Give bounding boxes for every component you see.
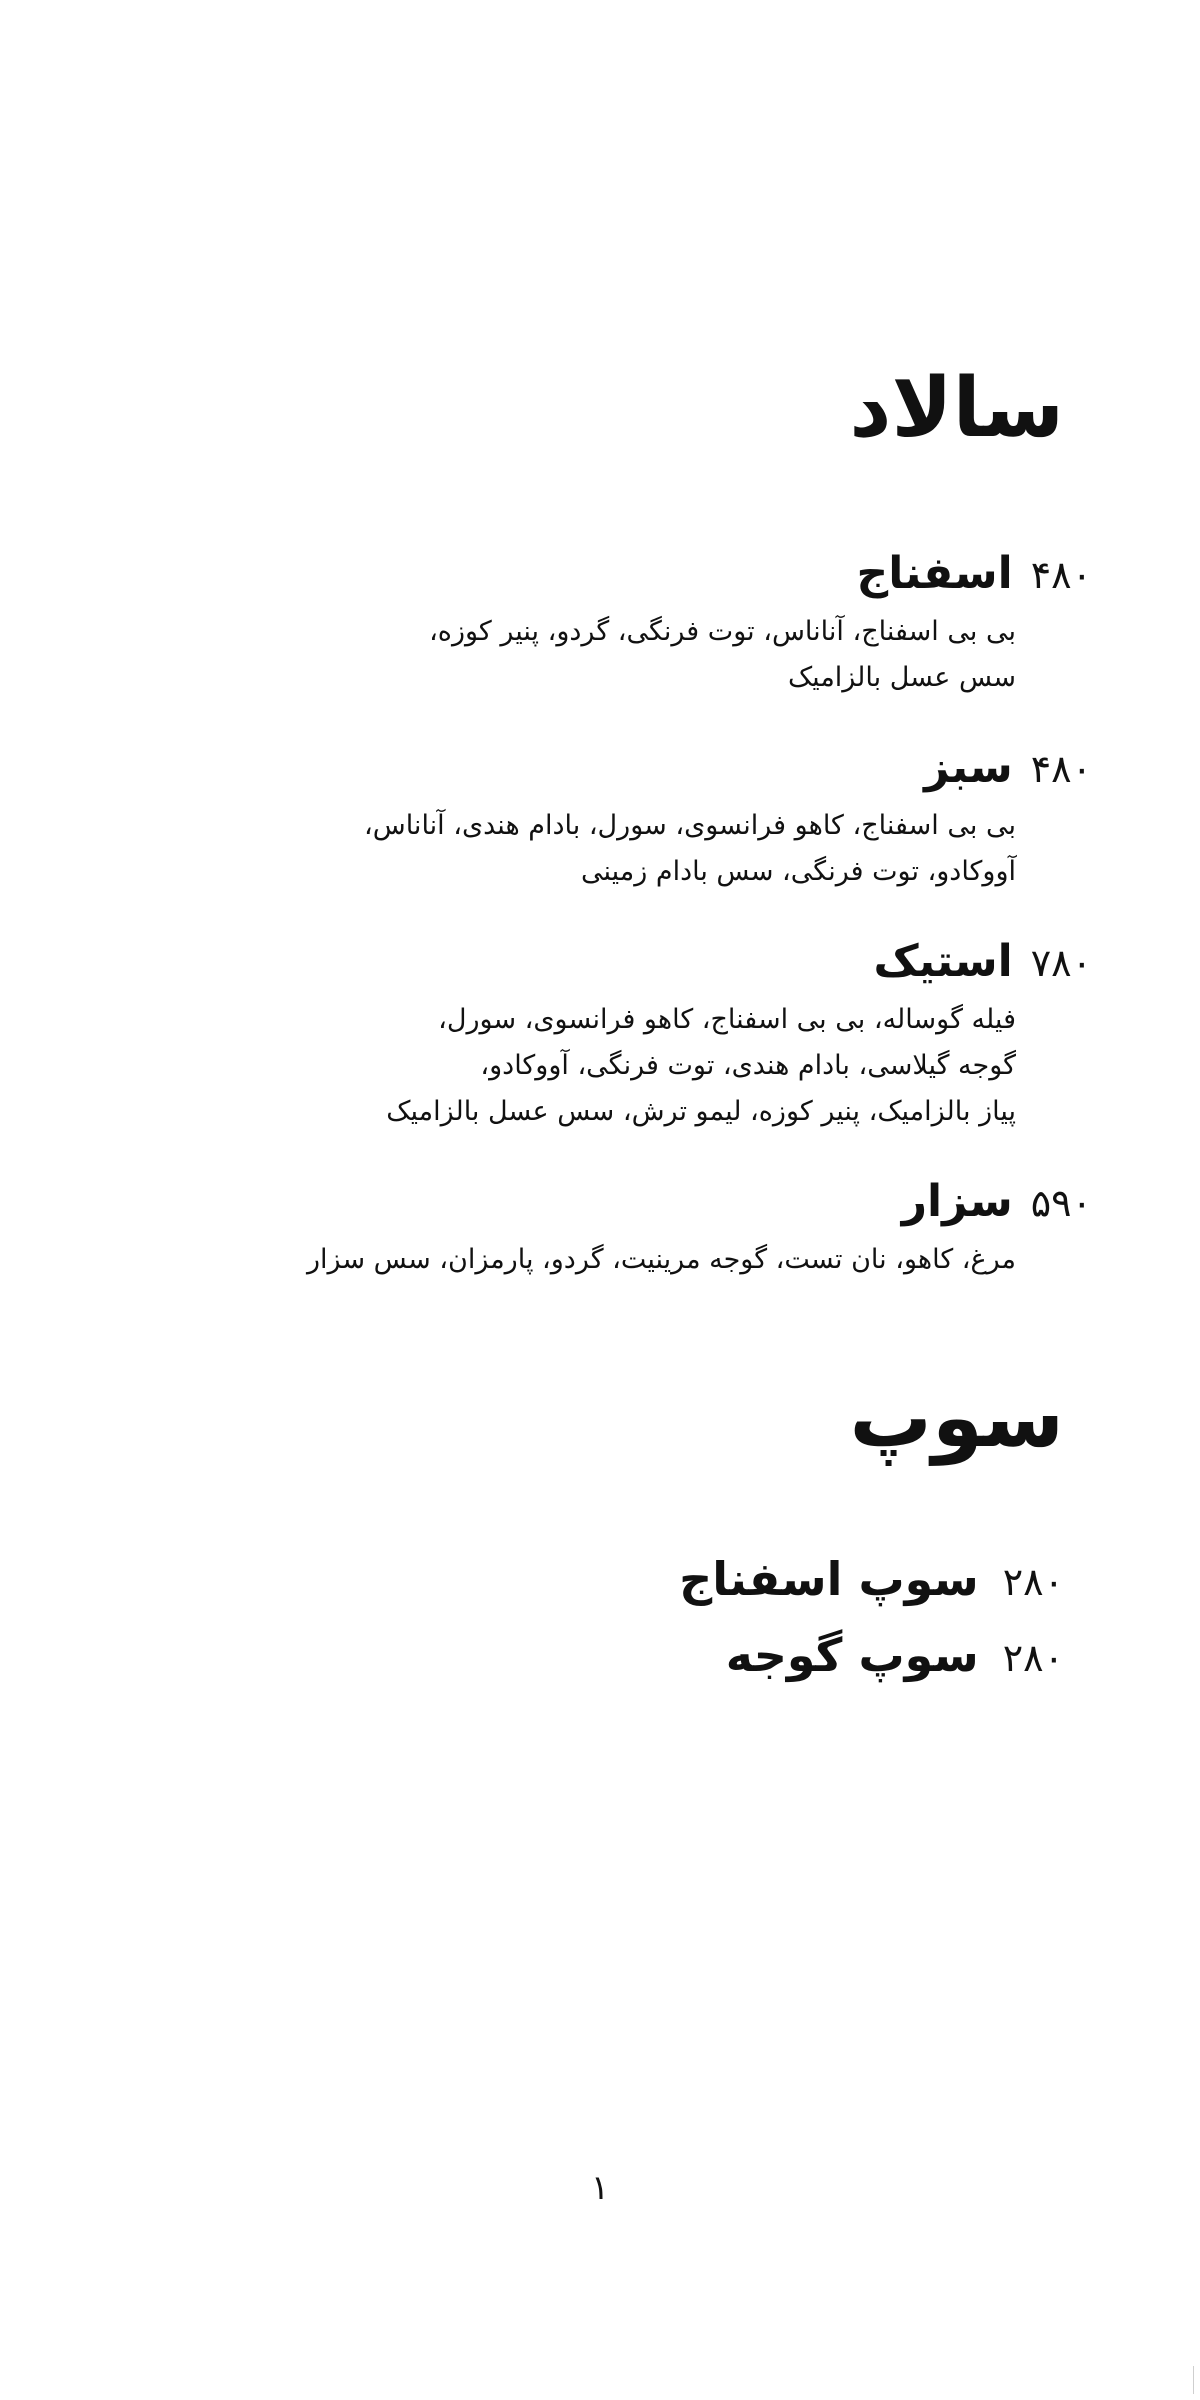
menu-item-spinach-soup <box>679 1552 1064 1606</box>
menu-item-spinach-salad <box>232 548 1092 701</box>
item-description-line: مرغ، کاهو، نان تست، گوجه مرینیت، گردو، پارمزان، سس سزار <box>307 1244 1016 1275</box>
item-price: ۲۸۰ <box>1002 1636 1064 1680</box>
item-name: اسفناج <box>856 548 1013 599</box>
item-name: سوپ گوجه <box>725 1628 979 1682</box>
item-name: استیک <box>873 936 1013 987</box>
menu-item-steak-salad <box>232 936 1092 1135</box>
item-description-line: بی بی اسفناج، کاهو فرانسوی، سورل، بادام هندی، آناناس، <box>364 810 1016 841</box>
item-description-line: بی بی اسفناج، آناناس، توت فرنگی، گردو، پنیر کوزه، <box>429 616 1016 647</box>
item-name: سبز <box>924 742 1013 793</box>
item-description-line: سس عسل بالزامیک <box>788 662 1016 693</box>
section-title-soup: سوپ <box>849 1371 1064 1466</box>
section-title-salad: سالاد <box>849 361 1064 456</box>
item-name: سوپ اسفناج <box>679 1552 979 1606</box>
item-price: ۲۸۰ <box>1002 1560 1064 1604</box>
item-description-line: فیله گوساله، بی بی اسفناج، کاهو فرانسوی، سورل، <box>438 1004 1016 1035</box>
item-description <box>232 609 1016 701</box>
item-description-line: گوجه گیلاسی، بادام هندی، توت فرنگی، آووکادو، <box>480 1050 1016 1081</box>
item-description-line: آووکادو، توت فرنگی، سس بادام زمینی <box>580 856 1016 887</box>
item-description <box>232 1237 1016 1283</box>
menu-item-green-salad <box>232 742 1092 895</box>
item-price: ۷۸۰ <box>1030 941 1092 985</box>
menu-item-caesar-salad <box>232 1176 1092 1283</box>
page-number: ۱ <box>590 2168 610 2208</box>
item-description-line: پیاز بالزامیک، پنیر کوزه، لیمو ترش، سس عسل بالزامیک <box>386 1096 1016 1127</box>
item-description <box>232 997 1016 1135</box>
item-price: ۵۹۰ <box>1030 1181 1092 1225</box>
item-description <box>232 803 1016 895</box>
item-price: ۴۸۰ <box>1030 553 1092 597</box>
menu-item-tomato-soup <box>726 1628 1064 1682</box>
item-name: سزار <box>901 1176 1013 1227</box>
item-price: ۴۸۰ <box>1030 747 1092 791</box>
page-edge-mark <box>1193 2366 1194 2394</box>
